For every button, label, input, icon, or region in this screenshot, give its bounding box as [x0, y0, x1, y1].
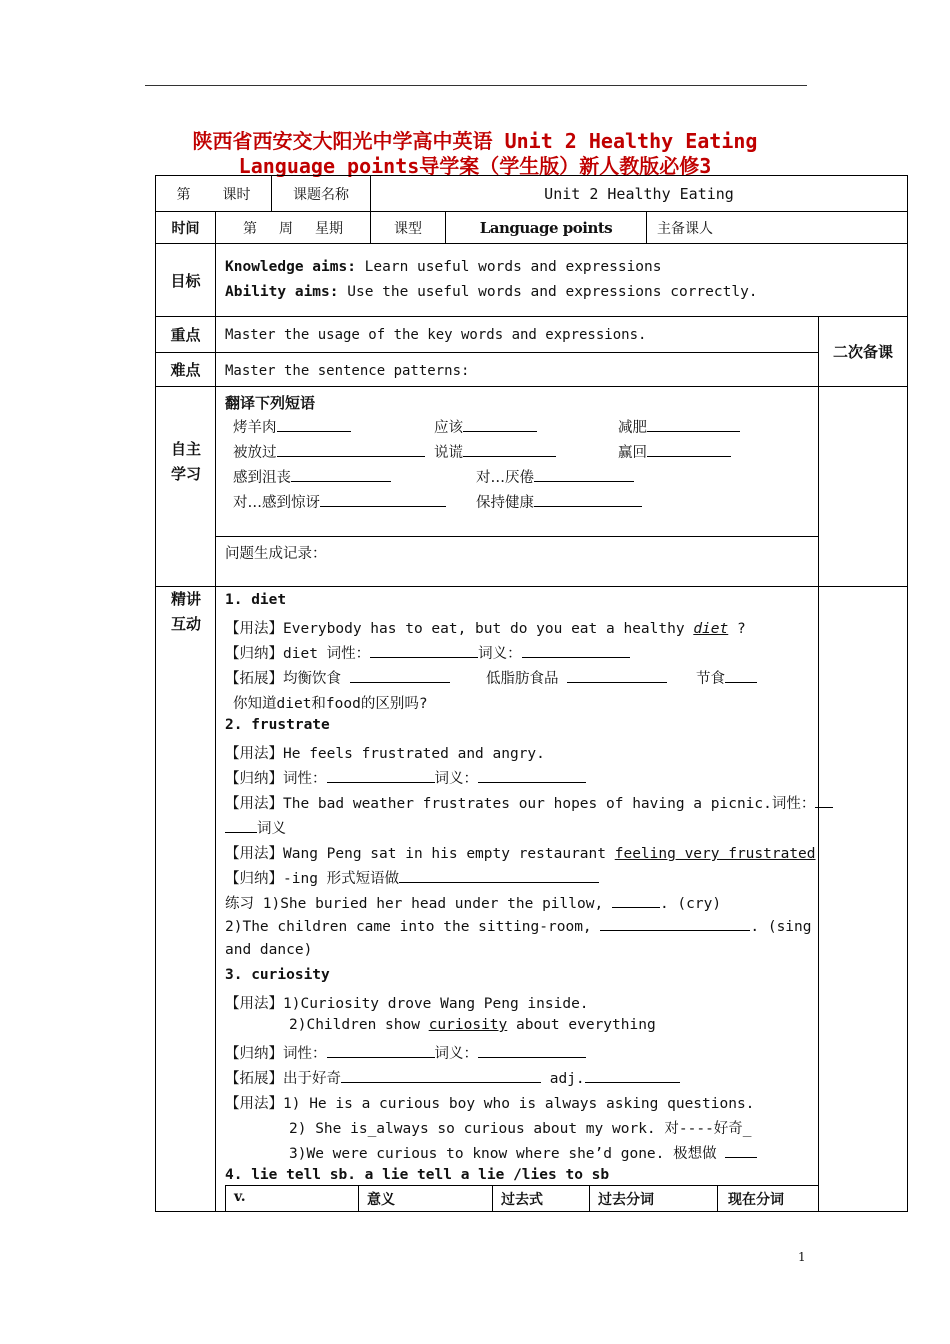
- exercise-line: 2)The children came into the sitting-room,: [225, 919, 592, 935]
- difficulties-text: Master the sentence patterns:: [215, 352, 819, 387]
- exercise-hint: . (sing: [750, 919, 812, 935]
- summary-line: 【归纳】词性：: [225, 1046, 327, 1062]
- phrase-item: 赢回: [618, 445, 647, 461]
- questions-record-cell: [215, 536, 819, 587]
- underlined-word: diet: [693, 621, 729, 637]
- phrases-heading: 翻译下列短语: [225, 394, 316, 412]
- document-title-line1: 陕西省西安交大阳光中学高中英语 Unit 2 Healthy Eating: [192, 129, 758, 153]
- usage-line-end: about everything: [507, 1017, 656, 1033]
- phrase-item: 烤羊肉: [233, 420, 277, 436]
- goals-content: [215, 243, 908, 317]
- phrase-translation-cell: [215, 386, 819, 537]
- usage-line: 【用法】He feels frustrated and angry.: [225, 746, 545, 762]
- summary-line: 【归纳】词性：: [225, 771, 327, 787]
- phrase-item: 感到沮丧: [233, 470, 291, 486]
- topic-value: Unit 2 Healthy Eating: [370, 175, 908, 212]
- usage-line: 【用法】1)Curiosity drove Wang Peng inside.: [225, 996, 589, 1012]
- phrase-item: 减肥: [618, 420, 647, 436]
- knowledge-aims-text: Learn useful words and expressions: [355, 259, 662, 275]
- document-title-line2: Language points导学案（学生版）新人教版必修3: [238, 154, 712, 178]
- ability-aims-label: Ability aims:: [225, 284, 339, 300]
- exercise-hint: and dance): [225, 942, 313, 958]
- interaction-label: 精讲互动: [171, 590, 202, 633]
- summary-line: 词义：: [434, 1046, 478, 1062]
- section-heading: 3. curiosity: [225, 967, 330, 983]
- underlined-word: curiosity: [428, 1017, 508, 1033]
- questions-record-label: 问题生成记录：: [225, 546, 327, 562]
- week-cell: [215, 211, 371, 244]
- interaction-label-cell: [155, 586, 216, 1212]
- self-study-label: 自主学习: [171, 440, 202, 483]
- summary-line: 【归纳】diet 词性：: [225, 646, 371, 662]
- usage-line: 3)We were curious to know where she’d gone. 极想做: [289, 1146, 717, 1162]
- verb-table-header-past: 过去式: [492, 1185, 590, 1212]
- usage-line: 【用法】The bad weather frustrates our hopes of having a picnic.词性：: [225, 796, 816, 812]
- verb-table-header-v: v.: [225, 1185, 359, 1212]
- interaction-content: [215, 586, 819, 1212]
- extension-line: 【拓展】均衡饮食: [225, 671, 341, 687]
- extension-item: 节食: [696, 671, 725, 687]
- usage-line: 2) She is_always so curious about my work. 对----好奇_: [289, 1121, 752, 1137]
- di-label: 第: [176, 186, 191, 203]
- verb-table-header-past-participle: 过去分词: [589, 1185, 718, 1212]
- key-points-label: 重点: [155, 316, 216, 353]
- di-label: 第: [243, 220, 257, 237]
- zhou-label: 周: [279, 220, 293, 237]
- time-label: 时间: [155, 211, 216, 244]
- interaction-notes-cell: [818, 586, 908, 1212]
- second-prep-label: 二次备课: [818, 316, 908, 387]
- header-rule: [145, 85, 807, 86]
- verb-table-header-present-participle: 现在分词: [717, 1185, 819, 1212]
- main-preparer-label: 主备课人: [646, 211, 908, 244]
- usage-line: 【用法】1) He is a curious boy who is always asking questions.: [225, 1096, 755, 1112]
- usage-line-end: ?: [728, 621, 746, 637]
- extension-line: 【拓展】出于好奇: [225, 1071, 341, 1087]
- phrase-item: 对…感到惊讶: [233, 495, 320, 511]
- lesson-number-cell: [155, 175, 272, 212]
- verb-table-header-meaning: 意义: [358, 1185, 493, 1212]
- usage-line: 词义: [257, 821, 286, 837]
- usage-line: 【用法】Wang Peng sat in his empty restaurant: [225, 846, 615, 862]
- lesson-type-value: Language points: [445, 211, 647, 244]
- difficulties-label: 难点: [155, 352, 216, 387]
- lesson-type-label: 课型: [370, 211, 446, 244]
- extension-item: 低脂肪食品: [486, 671, 559, 687]
- section-heading: 2. frustrate: [225, 717, 330, 733]
- phrase-item: 被放过: [233, 445, 277, 461]
- phrase-item: 应该: [434, 420, 463, 436]
- key-points-text: Master the usage of the key words and expressions.: [215, 316, 819, 353]
- topic-name-label: 课题名称: [271, 175, 371, 212]
- knowledge-aims-label: Knowledge aims:: [225, 259, 356, 275]
- summary-line: 【归纳】-ing 形式短语做: [225, 871, 400, 887]
- summary-line: 词义：: [434, 771, 478, 787]
- exercise-line: 练习 1)She buried her head under the pillow,: [225, 896, 604, 912]
- phrase-item: 说谎: [434, 445, 463, 461]
- usage-line: 2)Children show: [289, 1017, 429, 1033]
- phrase-item: 保持健康: [476, 495, 534, 511]
- underlined-phrase: feeling very frustrated: [614, 846, 816, 862]
- self-study-label-cell: [155, 386, 216, 587]
- extension-item: adj.: [549, 1071, 585, 1087]
- exercise-hint: . (cry): [659, 896, 722, 912]
- ability-aims-text: Use the useful words and expressions correctly.: [338, 284, 758, 300]
- second-prep-notes-cell: [818, 386, 908, 587]
- section-heading: 1. diet: [225, 592, 287, 608]
- summary-line: 词义：: [478, 646, 522, 662]
- section-heading: 4. lie tell sb. a lie tell a lie /lies to sb: [225, 1167, 610, 1183]
- question-line: 你知道diet和food的区别吗?: [233, 696, 428, 712]
- xingqi-label: 星期: [315, 220, 343, 237]
- usage-line: 【用法】Everybody has to eat, but do you eat a healthy: [225, 621, 694, 637]
- keshi-label: 课时: [222, 186, 251, 203]
- goals-label: 目标: [155, 243, 216, 317]
- phrase-item: 对…厌倦: [476, 470, 534, 486]
- page-number: 1: [798, 1250, 806, 1264]
